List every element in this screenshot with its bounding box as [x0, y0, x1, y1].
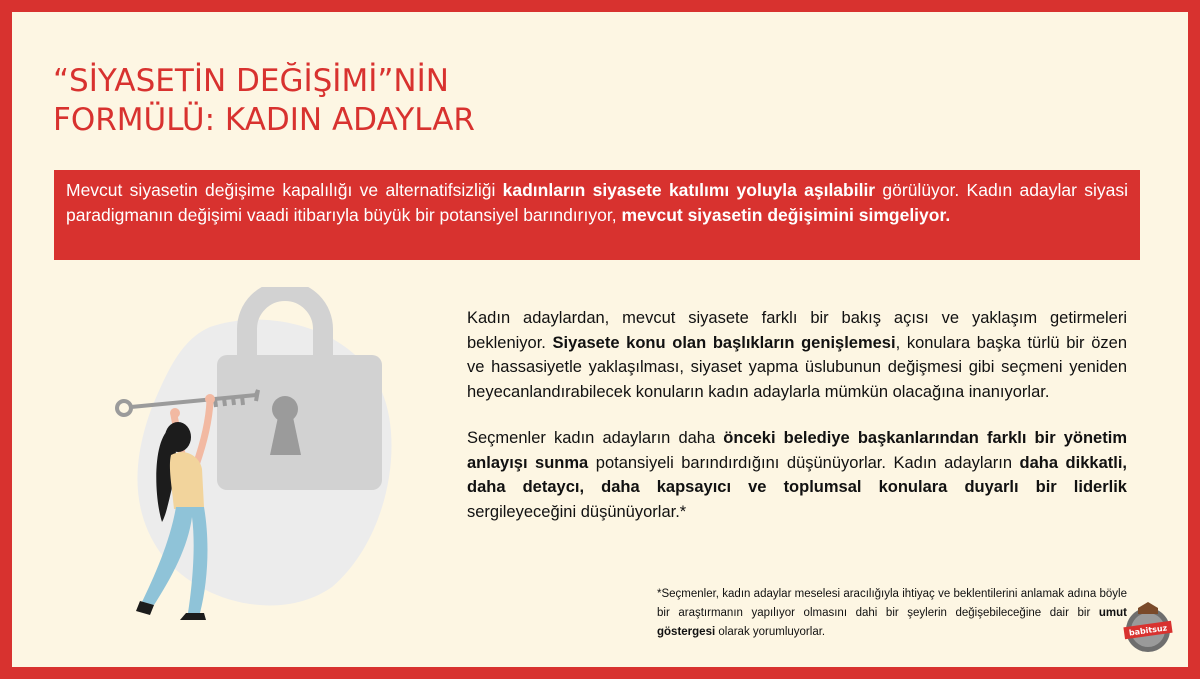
paragraph-emphasis: Siyasete konu olan başlıkların genişlemesi: [552, 333, 896, 352]
banner-emphasis: kadınların siyasete katılımı yoluyla aşılabilir: [502, 180, 876, 200]
body-text: [467, 306, 1127, 546]
footnote-text: *Seçmenler, kadın adaylar meselesi aracılığıyla ihtiyaç ve beklentilerini anlamak adına böyle bir araştırmanın yapılıyor olmasını dahi bir şeylerin değişebileceğine dair bir: [657, 588, 1127, 619]
banner-emphasis: mevcut siyasetin değişimini simgeliyor.: [621, 205, 951, 225]
slide: [12, 12, 1188, 667]
paragraph-2: [467, 426, 1127, 524]
padlock-icon: [217, 291, 382, 490]
paragraph-1: [467, 306, 1127, 404]
paragraph-emphasis: önceki belediye başkanlarından farklı bir yönetim anlayışı sunma: [467, 429, 1127, 472]
paragraph-emphasis: daha dikkatli, daha detaycı, daha kapsayıcı ve toplumsal konulara duyarlı bir liderlik: [467, 453, 1127, 496]
highlight-banner: [54, 170, 1140, 260]
banner-text: Mevcut siyasetin değişime kapalılığı ve alternatifsizliği: [66, 180, 503, 200]
title-line-2: FORMÜLÜ: KADIN ADAYLAR: [53, 102, 475, 138]
footnote: [657, 585, 1127, 642]
paragraph-text: sergileyeceğini düşünüyorlar.*: [467, 502, 687, 521]
title-line-1: “SİYASETİN DEĞİŞİMİ”NİN: [53, 63, 449, 99]
paragraph-text: , konulara başka türlü bir özen ve hassasiyetle yaklaşılması, siyaset yapma üslubunun değişmesi gibi seçmeni yeniden heyecanlandırabilecek konuların kadın adaylarla mümkün olacağına inanıyorlar.: [467, 333, 1127, 401]
badge-logo-text: babitsuz: [1128, 623, 1168, 638]
paragraph-text: Kadın adaylardan, mevcut siyasete farklı bir bakış açısı ve yaklaşım getirmeleri bekleniyor.: [467, 309, 1127, 352]
banner-text: görülüyor. Kadın adaylar siyasi paradigmanın değişimi vaadi itibarıyla büyük bir potansiyel barındırıyor,: [66, 180, 1128, 225]
footnote-emphasis: umut göstergesi: [657, 607, 1127, 638]
padlock-key-illustration: [92, 287, 412, 627]
paragraph-text: potansiyeli barındırdığını düşünüyorlar. Kadın adayların: [588, 453, 1020, 472]
badge-logo: [1122, 600, 1174, 658]
footnote-text: olarak yorumluyorlar.: [715, 626, 826, 638]
page-title: [53, 62, 475, 140]
paragraph-text: Seçmenler kadın adayların daha: [467, 429, 724, 447]
